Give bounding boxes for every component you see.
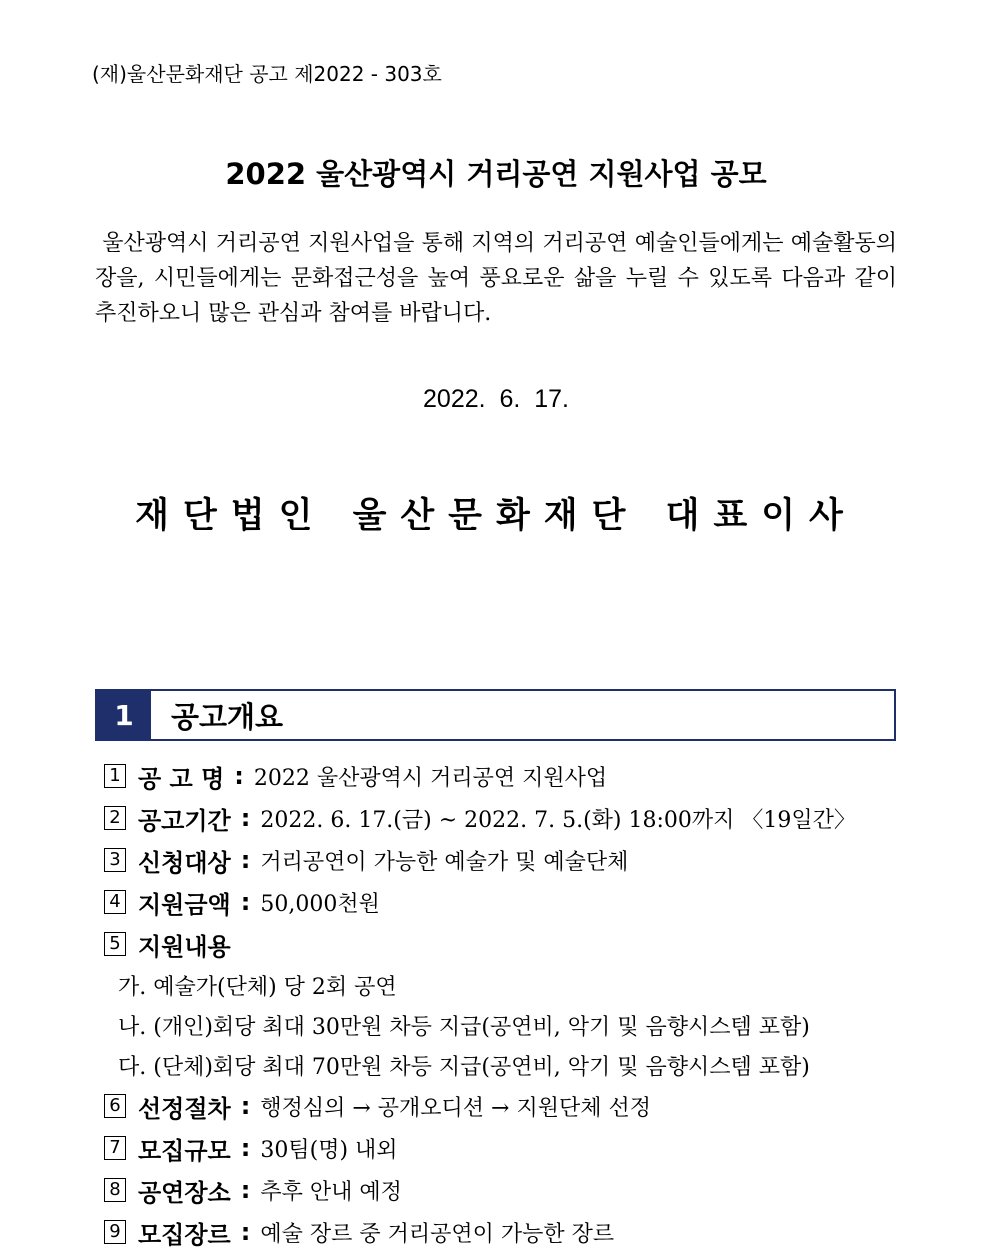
- item-label: 모집장르: [138, 1220, 231, 1249]
- item-label: 공 고 명: [138, 764, 225, 793]
- list-item: [104, 881, 904, 923]
- intro-paragraph: [95, 226, 897, 331]
- item-colon: :: [234, 762, 244, 790]
- list-item: [104, 839, 904, 881]
- support-detail: 다. (단체)회당 최대 70만원 차등 지급(공연비, 악기 및 음향시스템 포함): [118, 1054, 810, 1080]
- list-item: [104, 1169, 904, 1211]
- item-number-box: 7: [104, 1136, 126, 1160]
- item-value: 예술 장르 중 거리공연이 가능한 장르: [260, 1221, 615, 1247]
- item-label: 공연장소: [138, 1178, 231, 1207]
- item-colon: :: [240, 1092, 251, 1120]
- overview-list: [104, 755, 904, 1253]
- item-number-box: 2: [104, 806, 126, 830]
- item-number-box: 4: [104, 890, 126, 914]
- announcement-date: 2022. 6. 17.: [423, 385, 569, 413]
- list-item: [104, 755, 904, 797]
- issuer-name: 재단법인 울산문화재단 대표이사: [135, 495, 857, 536]
- support-detail: 나. (개인)회당 최대 30만원 차등 지급(공연비, 악기 및 음향시스템 포함): [118, 1014, 810, 1040]
- section-header: [95, 689, 896, 741]
- item-value: 추후 안내 예정: [260, 1179, 402, 1205]
- item-value: 30팀(명) 내외: [260, 1137, 398, 1163]
- list-item: [104, 797, 904, 839]
- item-label: 지원내용: [138, 932, 231, 961]
- item-value: 50,000천원: [260, 891, 380, 917]
- item-colon: :: [240, 1218, 251, 1246]
- list-item: [104, 1127, 904, 1169]
- item-colon: :: [240, 888, 251, 916]
- item-number-box: 5: [104, 932, 126, 956]
- item-number-box: 1: [104, 764, 126, 788]
- item-colon: :: [240, 1176, 251, 1204]
- item-colon: :: [240, 846, 251, 874]
- item-label: 신청대상: [138, 848, 231, 877]
- item-label: 지원금액: [138, 890, 231, 919]
- item-value: 행정심의 → 공개오디션 → 지원단체 선정: [260, 1095, 651, 1121]
- item-value: 2022 울산광역시 거리공연 지원사업: [253, 765, 608, 791]
- item-number-box: 6: [104, 1094, 126, 1118]
- list-item: [104, 923, 904, 965]
- list-item: [104, 1085, 904, 1127]
- notice-number: (재)울산문화재단 공고 제2022 - 303호: [92, 62, 442, 86]
- item-value: 2022. 6. 17.(금) ~ 2022. 7. 5.(화) 18:00까지 〈19일간〉: [260, 807, 856, 833]
- item-number-box: 3: [104, 848, 126, 872]
- item-number-box: 9: [104, 1220, 126, 1244]
- support-detail: 가. 예술가(단체) 당 2회 공연: [118, 974, 397, 1000]
- section-title: 공고개요: [171, 699, 284, 734]
- document-title: 2022 울산광역시 거리공연 지원사업 공모: [225, 157, 767, 191]
- item-number-box: 8: [104, 1178, 126, 1202]
- intro-text: 울산광역시 거리공연 지원사업을 통해 지역의 거리공연 예술인들에게는 예술활동의 장을, 시민들에게는 문화접근성을 높여 풍요로운 삶을 누릴 수 있도록 다음과 같이 추진하오니 많은 관심과 참여를 바랍니다.: [95, 231, 897, 326]
- item-label: 공고기간: [138, 806, 231, 835]
- item-colon: :: [240, 1134, 251, 1162]
- item-label: 모집규모: [138, 1136, 231, 1165]
- item-label: 선정절차: [138, 1094, 231, 1123]
- item-colon: :: [240, 804, 251, 832]
- section-number: 1: [97, 691, 151, 739]
- list-item: [104, 1211, 904, 1253]
- item-value: 거리공연이 가능한 예술가 및 예술단체: [260, 849, 629, 875]
